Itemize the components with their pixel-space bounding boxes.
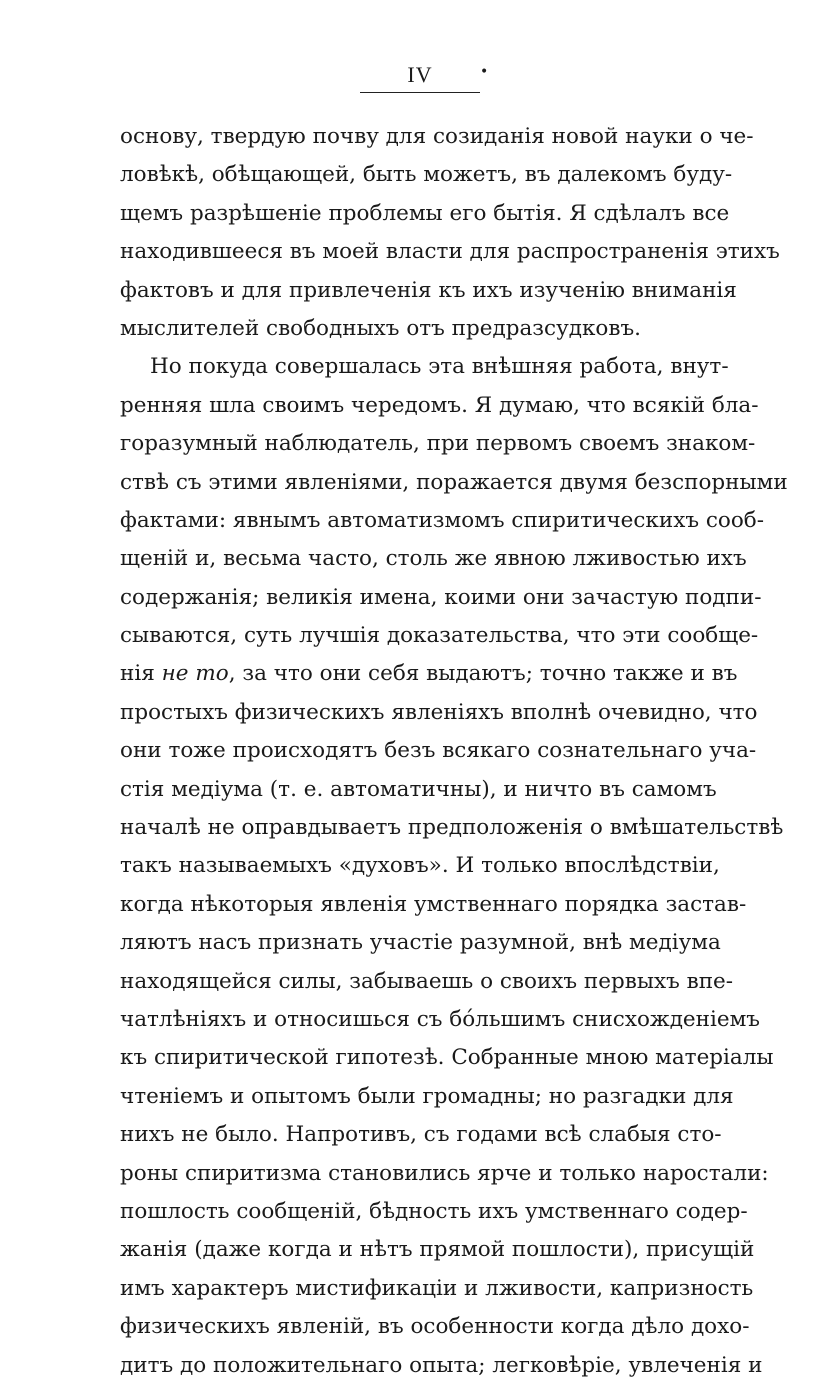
header-rule [360,92,480,93]
text-line: когда нѣкоторыя явленія умственнаго порядка застав- [120,891,747,917]
paragraph-start-line: Но покуда совершалась эта внѣшняя работа, внут- [150,354,729,380]
text-line: стія медіума (т. е. автоматичны), и ничто въ самомъ [120,776,717,802]
text-line-with-italic [120,655,738,693]
text-line: мыслителей свободныхъ отъ предразсудковъ. [120,315,641,341]
text-segment: нія [120,661,155,687]
text-line: имъ характеръ мистификаціи и лживости, капризность [120,1275,754,1301]
text-line: ренняя шла своимъ чередомъ. Я думаю, что всякій бла- [120,392,759,418]
text-line: нихъ не было. Напротивъ, съ годами всѣ слабыя сто- [120,1122,722,1148]
text-line: роны спиритизма становились ярче и только наростали: [120,1160,769,1186]
text-line: физическихъ явленій, въ особенности когда дѣло дохо- [120,1314,750,1340]
text-segment: , за что они себя выдаютъ; точно также и въ [228,661,738,687]
italic-emphasis: не то [161,661,229,687]
text-line: находившееся въ моей власти для распространенія этихъ [120,239,780,265]
text-line: чтеніемъ и опытомъ были громадны; но разгадки для [120,1083,734,1109]
text-line: ловѣкѣ, обѣщающей, быть можетъ, въ далекомъ буду- [120,162,733,188]
text-line: началѣ не оправдываетъ предположенія о вмѣшательствѣ [120,815,784,841]
text-line: сываются, суть лучшія доказательства, что эти сообще- [120,623,759,649]
text-line: такъ называемыхъ «духовъ». И только впослѣдствіи, [120,853,720,879]
text-line: горазумный наблюдатель, при первомъ своемъ знаком- [120,431,756,457]
text-line: ляютъ насъ признать участіе разумной, внѣ медіума [120,930,721,956]
text-line: основу, твердую почву для созиданія новой науки о че- [120,124,754,149]
text-line: фактовъ и для привлеченія къ ихъ изученію вниманія [120,277,737,303]
text-line: находящейся силы, забываешь о своихъ первыхъ впе- [120,968,734,994]
text-line: содержанія; великія имена, коими они зачастую подпи- [120,584,762,610]
text-line: чатлѣніяхъ и относишься съ бо́льшимъ снисхожденіемъ [120,1006,760,1032]
body-text [120,118,788,1385]
text-line: пошлость сообщеній, бѣдность ихъ умственнаго содер- [120,1198,748,1224]
page-header [0,62,840,88]
text-line: жанія (даже когда и нѣтъ прямой пошлости), присущій [120,1237,755,1263]
text-line: щемъ разрѣшеніе проблемы его бытія. Я сдѣлалъ все [120,200,730,226]
header-mark: • [480,64,489,80]
text-line: ствѣ съ этими явленіями, поражается двумя безспорными [120,469,788,495]
text-line: къ спиритической гипотезѣ. Собранные мною матеріалы [120,1045,774,1071]
text-line: дитъ до положительнаго опыта; легковѣріе, увлеченія и [120,1352,763,1378]
page-number: IV [407,62,433,87]
text-line: фактами: явнымъ автоматизмомъ спиритическихъ сооб- [120,507,764,533]
text-line: щеній и, весьма часто, столь же явною лживостью ихъ [120,546,747,572]
text-line: простыхъ физическихъ явленіяхъ вполнѣ очевидно, что [120,699,758,725]
text-line: они тоже происходятъ безъ всякаго сознательнаго уча- [120,738,757,764]
